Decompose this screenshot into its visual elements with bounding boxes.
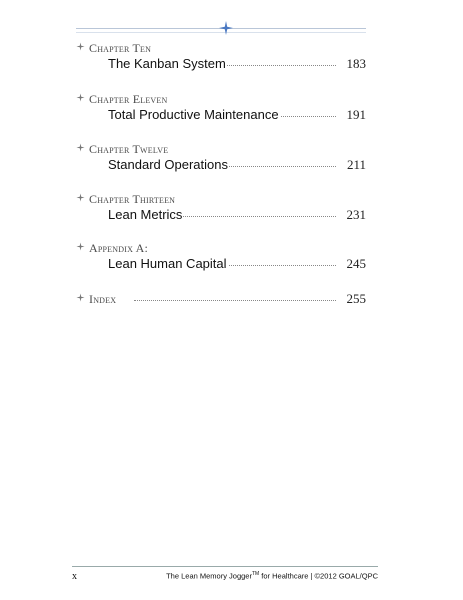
- chapter-title[interactable]: Lean Metrics: [108, 207, 183, 222]
- trademark-mark: TM: [251, 571, 260, 577]
- plus-bullet-icon: [76, 293, 85, 302]
- chapter-title[interactable]: Total Productive Maintenance: [108, 107, 279, 122]
- plus-bullet-icon: [76, 93, 85, 102]
- footer-rule: [72, 566, 378, 567]
- appendix-label: Appendix A:: [89, 241, 148, 255]
- page-number: 255: [346, 291, 366, 306]
- toc-entry: [76, 143, 366, 173]
- plus-bullet-icon: [76, 143, 85, 152]
- page-number: 183: [346, 56, 366, 71]
- footer-suffix: for Healthcare | ©2012 GOAL/QPC: [259, 571, 378, 581]
- chapter-label: Chapter Eleven: [89, 92, 168, 106]
- dot-leader: [134, 300, 336, 301]
- page-number: 191: [346, 107, 366, 122]
- folio-page-number: x: [72, 571, 77, 582]
- chapter-label: Chapter Thirteen: [89, 192, 176, 206]
- plus-ornament-icon: [218, 20, 234, 36]
- page-number: 231: [346, 207, 366, 222]
- footer-book-title: The Lean Memory Jogger: [166, 571, 252, 581]
- index-label[interactable]: Index: [89, 292, 117, 306]
- chapter-label: Chapter Twelve: [89, 142, 169, 156]
- toc-entry: [76, 193, 366, 223]
- chapter-label: Chapter Ten: [89, 41, 152, 55]
- plus-bullet-icon: [76, 42, 85, 51]
- appendix-title[interactable]: Lean Human Capital: [108, 256, 227, 271]
- plus-bullet-icon: [76, 242, 85, 251]
- plus-bullet-icon: [76, 193, 85, 202]
- toc-entry: [76, 42, 366, 72]
- chapter-title[interactable]: Standard Operations: [108, 157, 228, 172]
- page-number: 211: [346, 157, 366, 172]
- toc-entry-index: [76, 291, 366, 307]
- toc-entry: [76, 93, 366, 123]
- footer-book-credit: [166, 571, 378, 581]
- toc-entry: [76, 242, 366, 272]
- page-number: 245: [346, 256, 366, 271]
- chapter-title[interactable]: The Kanban System: [108, 56, 226, 71]
